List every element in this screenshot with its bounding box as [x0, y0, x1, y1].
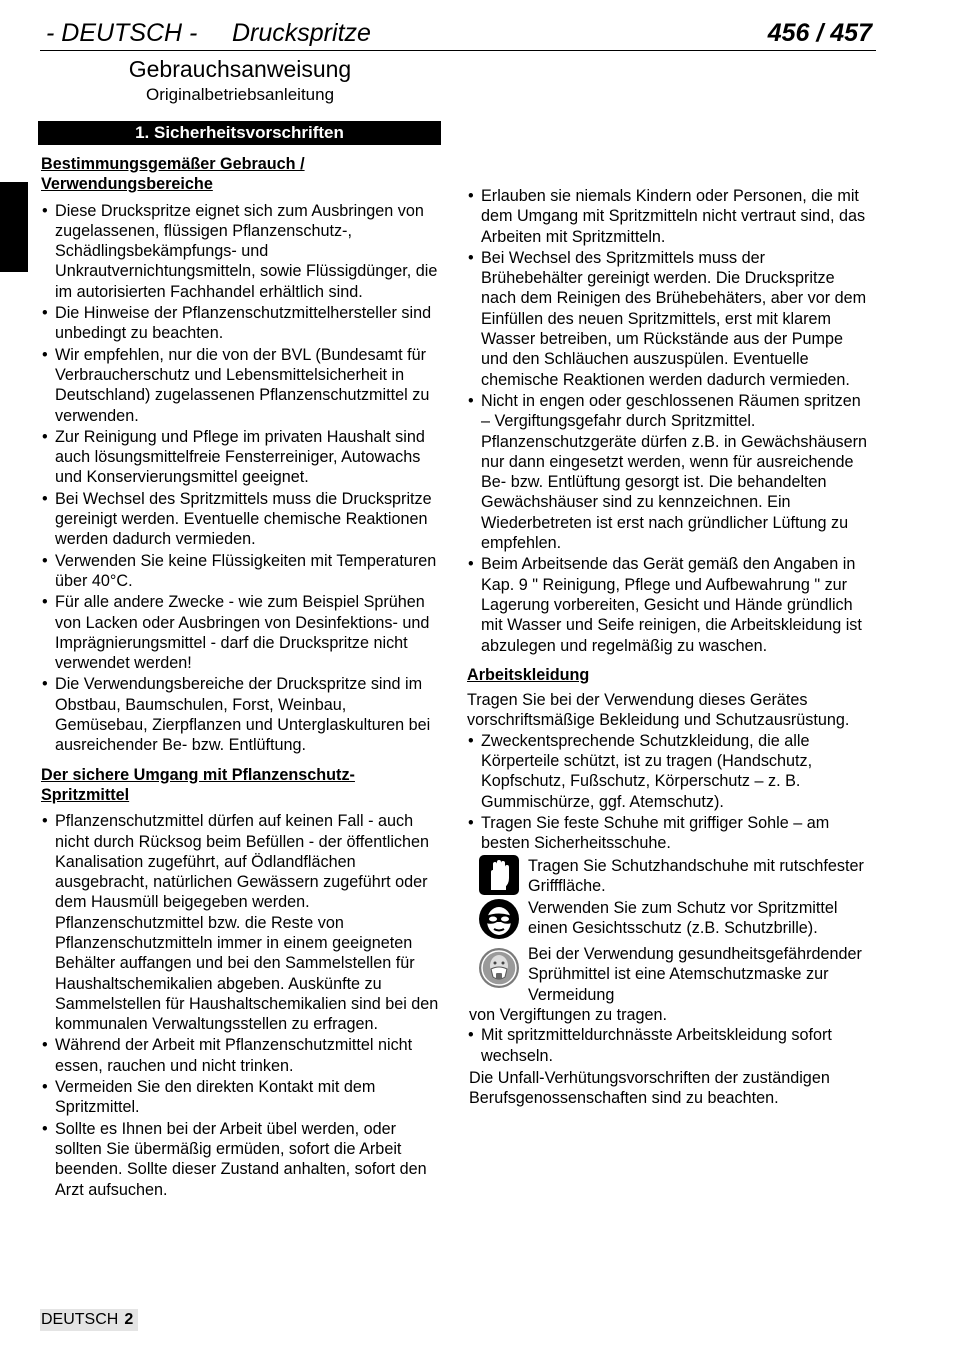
mask-text: Bei der Verwendung gesundheitsgefährdender Sprühmittel ist eine Atemschutzmaske zur Vermeidung: [528, 945, 862, 1004]
mask-text-continued: von Vergiftungen zu tragen.: [469, 1005, 667, 1024]
work-clothing-intro: Tragen Sie bei der Verwendung dieses Gerätes vorschriftsmäßige Bekleidung und Schutzausrüstung.: [467, 691, 850, 730]
list-item: • Wir empfehlen, nur die von der BVL (Bundesamt für Verbraucherschutz und Lebensmittelsicherheit in Deutschland) zugelassenen Pflanzenschutzmittel zu verwenden.: [41, 345, 441, 426]
list-item: • Tragen Sie feste Schuhe mit griffiger Sohle – am besten Sicherheitsschuhe.: [467, 813, 871, 854]
section-title: 1. Sicherheitsvorschriften: [38, 121, 441, 145]
header-product: Druckspritze: [232, 19, 371, 47]
goggles-icon: [478, 898, 520, 940]
heading-intended-use: Bestimmungsgemäßer Gebrauch / Verwendungsbereiche: [41, 155, 305, 194]
list-item: • Die Hinweise der Pflanzenschutzmittelhersteller sind unbedingt zu beachten.: [41, 303, 441, 344]
safe-handling-list: [41, 811, 441, 1200]
list-item: • Erlauben sie niemals Kindern oder Personen, die mit dem Umgang mit Spritzmitteln nicht vertraut sind, das Arbeiten mit Spritzmitteln.: [467, 186, 871, 247]
gloves-icon: [478, 854, 520, 896]
list-item: • Beim Arbeitsende das Gerät gemäß den Angaben in Kap. 9 " Reinigung, Pflege und Aufbewahrung " zur Lagerung vorbereiten, Gesicht und Hände gründlich mit Wasser und Seife reinigen, die Arbeitskleidung ist abzulegen und regelmäßig zu waschen.: [467, 554, 871, 655]
goggles-instruction: [467, 898, 871, 939]
list-item: • Bei Wechsel des Spritzmittels muss die Druckspritze gereinigt werden. Eventuelle chemische Reaktionen werden dadurch vermieden.: [41, 489, 441, 550]
mask-icon: [478, 947, 520, 989]
goggles-text: Verwenden Sie zum Schutz vor Spritzmittel einen Gesichtsschutz (z.B. Schutzbrille).: [528, 898, 838, 937]
list-item: • Zweckentsprechende Schutzkleidung, die alle Körperteile schützt, ist zu tragen (Handschutz, Kopfschutz, Fußschutz, Körperschutz – z. B. Gummischürze, ggf. Atemschutz).: [467, 731, 871, 812]
document-subtitle: Originalbetriebsanleitung: [145, 85, 335, 104]
heading-work-clothing: Arbeitskleidung: [467, 665, 590, 684]
work-clothing-list-2: [467, 1025, 871, 1066]
list-item: • Zur Reinigung und Pflege im privaten Haushalt sind auch lösungsmittelfreie Fensterreiniger, Autowachs und Konservierungsmittel geeignet.: [41, 427, 441, 488]
document-title: Gebrauchsanweisung: [128, 56, 352, 82]
page-header: [40, 18, 876, 51]
header-language: - DEUTSCH -: [46, 19, 198, 47]
list-item: • Verwenden Sie keine Flüssigkeiten mit Temperaturen über 40°C.: [41, 551, 441, 592]
heading-safe-handling: Der sichere Umgang mit Pflanzenschutz-Spritzmittel: [41, 765, 355, 804]
list-item: • Diese Druckspritze eignet sich zum Ausbringen von zugelassenen, flüssigen Pflanzenschutz-, Schädlingsbekämpfungs- und Unkrautvernichtungsmitteln, sowie Flüssigdünger, die im autorisierten Fachhandel erhältlich sind.: [41, 201, 441, 302]
footer-language: DEUTSCH: [41, 1311, 119, 1328]
intended-use-list: [41, 201, 441, 756]
safe-handling-list-continued: [467, 186, 871, 656]
page-footer: [40, 1309, 138, 1331]
work-clothing-list: [467, 731, 871, 854]
mask-instruction: [467, 944, 871, 1005]
gloves-text: Tragen Sie Schutzhandschuhe mit rutschfester Grifffläche.: [528, 856, 864, 895]
list-item: • Die Verwendungsbereiche der Druckspritze sind im Obstbau, Baumschulen, Forst, Weinbau, Gemüsebau, Zierpflanzen und Unterglaskulturen bei ausreichender Be- bzw. Entlüftung.: [41, 674, 441, 755]
list-item: • Pflanzenschutzmittel dürfen auf keinen Fall - auch nicht durch Rücksog beim Befüllen - der öffentlichen Kanalisation zugeführt, auf Ödlandflächen ausgebracht, natürlichen Gewässern zugeführt oder dem Hausmüll beigegeben werden. Pflanzenschutzmittel bzw. die Reste von Pflanzenschutzmitteln immer in einem geeigneten Behälter auffangen und bei den Sammelstellen für Haushaltschemikalien abgeben. Auskünfte zu Sammelstellen für Haushaltschemikalien sind bei den kommunalen Verwaltungsstellen zu erfragen.: [41, 811, 441, 1034]
list-item: • Nicht in engen oder geschlossenen Räumen spritzen – Vergiftungsgefahr durch Spritzmittel. Pflanzenschutzgeräte dürfen z.B. in Gewächshäusern nur dann eingesetzt werden, wenn für ausreichende Be- bzw. Entlüftung gesorgt ist. Die behandelten Gewächshäuser sind zu kennzeichnen. Ein Wiederbetreten ist erst nach gründlicher Lüftung zu empfehlen.: [467, 391, 871, 553]
gloves-instruction: [467, 856, 871, 897]
header-model: 456 / 457: [767, 19, 872, 47]
page-number: 2: [124, 1311, 134, 1328]
list-item: • Für alle andere Zwecke - wie zum Beispiel Sprühen von Lacken oder Ausbringen von Desinfektions- und Imprägnierungsmittel - darf die Druckspritze nicht verwendet werden!: [41, 592, 441, 673]
list-item: • Vermeiden Sie den direkten Kontakt mit dem Spritzmittel.: [41, 1077, 441, 1118]
list-item: • Während der Arbeit mit Pflanzenschutzmittel nicht essen, rauchen und nicht trinken.: [41, 1035, 441, 1076]
right-column: [467, 186, 871, 1108]
chapter-tab-marker: [0, 182, 28, 272]
list-item: • Mit spritzmitteldurchnässte Arbeitskleidung sofort wechseln.: [467, 1025, 871, 1066]
list-item: • Bei Wechsel des Spritzmittels muss der Brühebehälter gereinigt werden. Die Druckspritze nach dem Reinigen des Brühebehäters, aber vor dem Einfüllen des neuen Spritzmittels, erst mit klarem Wasser betreiben, um Rückstände aus der Pumpe und den Schläuchen auszuspülen. Eventuelle chemische Reaktionen werden dadurch vermieden.: [467, 248, 871, 390]
list-item: • Sollte es Ihnen bei der Arbeit übel werden, oder sollten Sie übermäßig ermüden, sofort die Arbeit beenden. Sollte dieser Zustand anhalten, sofort den Arzt aufsuchen.: [41, 1119, 441, 1200]
closing-note: Die Unfall-Verhütungsvorschriften der zuständigen Berufsgenossenschaften sind zu beachten.: [469, 1068, 830, 1108]
left-column: [41, 154, 441, 1202]
